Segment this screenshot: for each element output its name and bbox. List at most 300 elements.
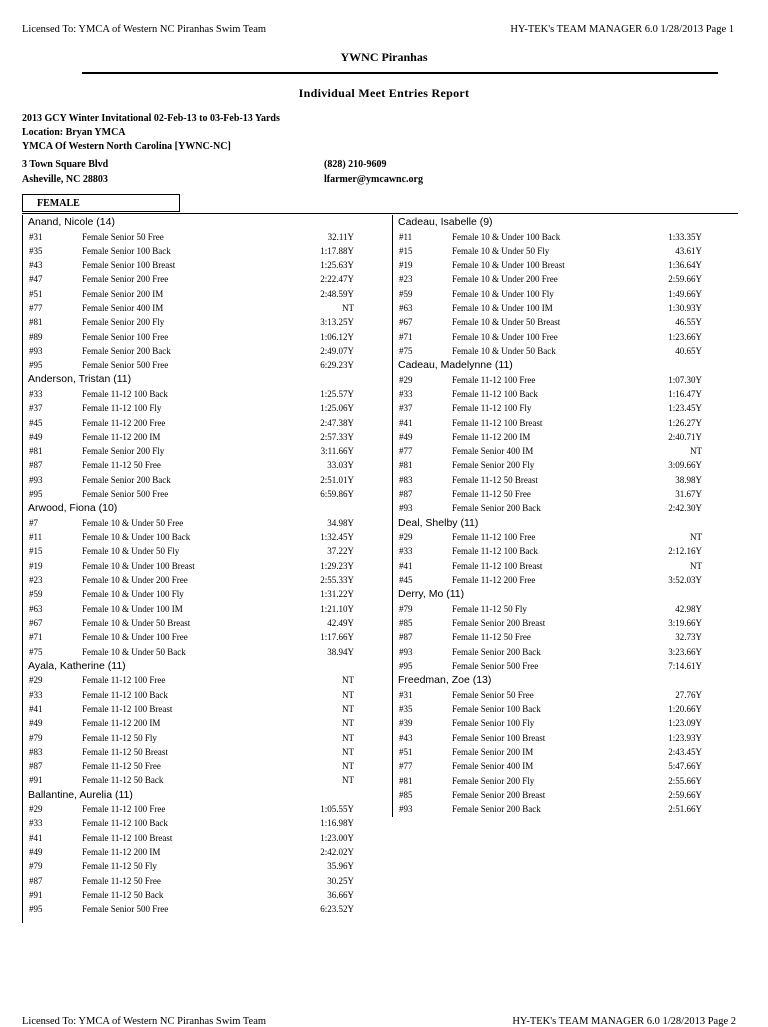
software-page-footer: HY-TEK's TEAM MANAGER 6.0 1/28/2013 Page 2 — [512, 1016, 736, 1027]
event-name: Female Senior 100 Back — [452, 704, 541, 715]
event-number: #93 — [399, 804, 413, 815]
event-name: Female 10 & Under 50 Back — [452, 345, 556, 356]
event-name: Female Senior 200 Back — [452, 646, 541, 657]
seed-time: NT — [342, 761, 354, 772]
swimmer-block — [392, 587, 738, 673]
seed-time: 2:47.38Y — [320, 417, 354, 428]
section-rule — [22, 213, 738, 214]
event-name: Female Senior 200 Free — [82, 274, 169, 285]
entry-row — [22, 831, 392, 845]
event-number: #87 — [29, 460, 43, 471]
event-number: #37 — [29, 403, 43, 414]
event-name: Female 11-12 50 Fly — [82, 861, 157, 872]
event-number: #35 — [29, 245, 43, 256]
event-name: Female 10 & Under 50 Fly — [82, 546, 180, 557]
entry-row — [392, 702, 738, 716]
seed-time: NT — [342, 689, 354, 700]
seed-time: 1:05.55Y — [320, 804, 354, 815]
address-line1: 3 Town Square Blvd — [22, 159, 109, 170]
seed-time: 33.03Y — [327, 460, 354, 471]
seed-time: 42.98Y — [675, 603, 702, 614]
meet-title: 2013 GCY Winter Invitational 02-Feb-13 to 03-Feb-13 Yards — [22, 113, 280, 124]
event-name: Female Senior 200 Fly — [82, 317, 165, 328]
swimmer-name: Arwood, Fiona (10) — [28, 502, 118, 515]
entry-row — [392, 287, 738, 301]
seed-time: 1:17.66Y — [320, 632, 354, 643]
seed-time: 1:30.93Y — [668, 302, 702, 313]
event-number: #93 — [29, 474, 43, 485]
event-name: Female 11-12 100 Fly — [82, 403, 162, 414]
entry-row — [392, 602, 738, 616]
event-name: Female 10 & Under 100 Free — [452, 331, 558, 342]
entry-row — [22, 444, 392, 458]
event-number: #41 — [29, 832, 43, 843]
event-name: Female 11-12 200 IM — [82, 431, 161, 442]
event-name: Female 11-12 50 Back — [82, 775, 164, 786]
seed-time: 1:17.88Y — [320, 245, 354, 256]
entry-row — [392, 416, 738, 430]
event-number: #75 — [399, 345, 413, 356]
software-page-header: HY-TEK's TEAM MANAGER 6.0 1/28/2013 Page 1 — [510, 24, 734, 35]
entry-row — [22, 487, 392, 501]
entry-row — [22, 272, 392, 286]
event-name: Female 10 & Under 200 Free — [452, 274, 558, 285]
seed-time: 2:49.07Y — [320, 345, 354, 356]
event-name: Female 11-12 50 Back — [82, 889, 164, 900]
event-name: Female Senior 50 Free — [452, 689, 534, 700]
seed-time: 37.22Y — [327, 546, 354, 557]
seed-time: 3:13.25Y — [320, 317, 354, 328]
seed-time: 2:42.30Y — [668, 503, 702, 514]
event-name: Female Senior 200 Breast — [452, 789, 546, 800]
event-number: #33 — [29, 388, 43, 399]
event-name: Female 11-12 50 Free — [452, 632, 531, 643]
entry-row — [392, 458, 738, 472]
entry-row — [22, 330, 392, 344]
event-number: #93 — [399, 646, 413, 657]
entry-row — [22, 573, 392, 587]
event-number: #43 — [399, 732, 413, 743]
entry-row — [22, 287, 392, 301]
event-number: #31 — [399, 689, 413, 700]
entry-row — [22, 845, 392, 859]
event-number: #41 — [29, 703, 43, 714]
event-number: #79 — [29, 861, 43, 872]
swimmer-block — [22, 215, 392, 372]
entry-row — [22, 387, 392, 401]
event-number: #59 — [399, 288, 413, 299]
event-name: Female 11-12 100 Free — [82, 675, 166, 686]
event-name: Female 11-12 200 IM — [82, 718, 161, 729]
event-name: Female Senior 200 Breast — [452, 618, 546, 629]
event-number: #63 — [29, 603, 43, 614]
seed-time: 1:23.00Y — [320, 832, 354, 843]
event-name: Female Senior 50 Free — [82, 231, 164, 242]
entry-row — [22, 401, 392, 415]
entry-row — [22, 802, 392, 816]
entry-row — [22, 859, 392, 873]
swimmer-name: Cadeau, Isabelle (9) — [398, 216, 493, 228]
entry-row — [22, 587, 392, 601]
entry-row — [392, 401, 738, 415]
event-name: Female 10 & Under 50 Breast — [82, 617, 191, 628]
seed-time: 6:29.23Y — [320, 360, 354, 371]
event-number: #11 — [29, 532, 43, 543]
event-number: #41 — [399, 560, 413, 571]
event-name: Female 11-12 100 Fly — [452, 403, 532, 414]
event-number: #77 — [29, 302, 43, 313]
event-number: #87 — [29, 875, 43, 886]
entry-row — [392, 716, 738, 730]
seed-time: 3:19.66Y — [668, 618, 702, 629]
entry-row — [392, 688, 738, 702]
event-name: Female 11-12 100 Back — [82, 388, 168, 399]
event-name: Female 11-12 100 Back — [452, 388, 538, 399]
seed-time: 1:32.45Y — [320, 532, 354, 543]
event-number: #15 — [29, 546, 43, 557]
event-number: #33 — [29, 818, 43, 829]
seed-time: 2:55.66Y — [668, 775, 702, 786]
entry-row — [22, 759, 392, 773]
event-name: Female Senior 500 Free — [82, 904, 169, 915]
event-name: Female Senior 200 Back — [452, 804, 541, 815]
event-name: Female 11-12 50 Free — [82, 875, 161, 886]
event-name: Female 10 & Under 200 Free — [82, 575, 188, 586]
event-number: #45 — [29, 417, 43, 428]
seed-time: 36.66Y — [327, 889, 354, 900]
entry-row — [22, 645, 392, 659]
event-number: #37 — [399, 403, 413, 414]
seed-time: 1:23.93Y — [668, 732, 702, 743]
license-footer: Licensed To: YMCA of Western NC Piranhas Swim Team — [22, 1016, 267, 1027]
event-number: #87 — [29, 761, 43, 772]
entry-row — [392, 373, 738, 387]
event-number: #91 — [29, 889, 43, 900]
event-name: Female 10 & Under 100 Back — [82, 532, 191, 543]
seed-time: 1:20.66Y — [668, 704, 702, 715]
event-number: #19 — [29, 560, 43, 571]
seed-time: 42.49Y — [327, 617, 354, 628]
event-name: Female 10 & Under 100 Free — [82, 632, 188, 643]
entry-row — [22, 716, 392, 730]
event-name: Female 11-12 50 Fly — [82, 732, 157, 743]
seed-time: 1:06.12Y — [320, 331, 354, 342]
event-name: Female 10 & Under 100 Fly — [82, 589, 184, 600]
entry-row — [392, 473, 738, 487]
entry-row — [22, 516, 392, 530]
entry-row — [392, 430, 738, 444]
event-name: Female 11-12 200 IM — [82, 847, 161, 858]
event-name: Female Senior 100 Fly — [452, 718, 535, 729]
seed-time: 2:57.33Y — [320, 431, 354, 442]
event-number: #81 — [29, 446, 43, 457]
event-number: #29 — [29, 804, 43, 815]
swimmer-name: Anand, Nicole (14) — [28, 216, 115, 228]
seed-time: 2:59.66Y — [668, 274, 702, 285]
event-number: #49 — [29, 718, 43, 729]
event-name: Female 10 & Under 100 Back — [452, 231, 561, 242]
meet-organization: YMCA Of Western North Carolina [YWNC-NC] — [22, 141, 231, 152]
meet-location: Location: Bryan YMCA — [22, 127, 126, 138]
seed-time: NT — [342, 302, 354, 313]
event-number: #67 — [29, 617, 43, 628]
right-entries-column — [392, 215, 738, 816]
event-number: #91 — [29, 775, 43, 786]
event-number: #63 — [399, 302, 413, 313]
event-number: #51 — [29, 288, 43, 299]
event-name: Female 11-12 200 IM — [452, 431, 531, 442]
gender-section-label: FEMALE — [22, 194, 180, 212]
seed-time: 1:31.22Y — [320, 589, 354, 600]
event-name: Female Senior 200 IM — [452, 747, 534, 757]
entry-row — [392, 344, 738, 358]
seed-time: 1:29.23Y — [320, 560, 354, 571]
entry-row — [392, 544, 738, 558]
event-number: #71 — [399, 331, 413, 342]
event-name: Female Senior 100 Breast — [452, 732, 546, 743]
swimmer-name: Freedman, Zoe (13) — [398, 674, 492, 687]
seed-time: 2:43.45Y — [668, 747, 702, 757]
license-header: Licensed To: YMCA of Western NC Piranhas Swim Team — [22, 24, 267, 35]
seed-time: NT — [690, 532, 702, 543]
entry-row — [392, 774, 738, 788]
seed-time: 7:14.61Y — [668, 661, 702, 672]
seed-time: 2:51.01Y — [320, 474, 354, 485]
entry-row — [392, 244, 738, 258]
entry-row — [22, 358, 392, 372]
seed-time: 40.65Y — [675, 345, 702, 356]
entry-row — [22, 230, 392, 244]
event-name: Female 11-12 200 Free — [82, 417, 166, 428]
event-number: #81 — [29, 317, 43, 328]
event-name: Female 11-12 50 Free — [82, 460, 161, 471]
event-number: #51 — [399, 747, 413, 757]
swimmer-block — [392, 215, 738, 358]
seed-time: 32.11Y — [327, 231, 354, 242]
seed-time: 38.94Y — [327, 646, 354, 657]
entry-row — [22, 301, 392, 315]
event-name: Female 11-12 100 Free — [452, 532, 536, 543]
event-name: Female Senior 200 Fly — [82, 446, 165, 457]
event-name: Female 11-12 50 Breast — [82, 746, 168, 757]
entry-row — [22, 902, 392, 916]
seed-time: 3:52.03Y — [668, 575, 702, 586]
event-number: #19 — [399, 260, 413, 271]
seed-time: 1:25.63Y — [320, 260, 354, 271]
event-number: #87 — [399, 632, 413, 643]
swimmer-block — [392, 516, 738, 588]
header-rule — [82, 72, 718, 74]
event-number: #59 — [29, 589, 43, 600]
entry-row — [392, 788, 738, 802]
seed-time: 3:09.66Y — [668, 460, 702, 471]
seed-time: 2:51.66Y — [668, 804, 702, 815]
entry-row — [392, 258, 738, 272]
seed-time: 1:25.57Y — [320, 388, 354, 399]
entry-row — [392, 330, 738, 344]
event-name: Female Senior 500 Free — [82, 489, 169, 500]
event-number: #89 — [29, 331, 43, 342]
event-number: #15 — [399, 245, 413, 256]
seed-time: 1:23.45Y — [668, 403, 702, 414]
seed-time: 1:23.09Y — [668, 718, 702, 729]
event-number: #33 — [399, 546, 413, 557]
entry-row — [22, 473, 392, 487]
event-number: #29 — [399, 532, 413, 543]
entry-row — [22, 816, 392, 830]
swimmer-block — [22, 788, 392, 917]
contact-email: lfarmer@ymcawnc.org — [324, 174, 423, 185]
entry-row — [22, 602, 392, 616]
seed-time: 1:23.66Y — [668, 331, 702, 342]
event-name: Female 11-12 100 Breast — [452, 417, 543, 428]
event-number: #49 — [399, 431, 413, 442]
seed-time: NT — [342, 703, 354, 714]
seed-time: 38.98Y — [675, 474, 702, 485]
entry-row — [22, 616, 392, 630]
event-name: Female 10 & Under 100 IM — [452, 302, 553, 313]
swimmer-block — [22, 501, 392, 658]
seed-time: 1:25.06Y — [320, 403, 354, 414]
event-name: Female Senior 500 Free — [82, 360, 169, 371]
seed-time: NT — [342, 718, 354, 729]
entry-row — [22, 430, 392, 444]
event-number: #77 — [399, 761, 413, 772]
event-number: #79 — [29, 732, 43, 743]
swimmer-name: Ayala, Katherine (11) — [28, 659, 126, 672]
event-number: #45 — [399, 575, 413, 586]
event-number: #33 — [399, 388, 413, 399]
event-name: Female Senior 400 IM — [452, 761, 534, 772]
seed-time: 1:36.64Y — [668, 260, 702, 271]
event-name: Female 11-12 100 Back — [82, 689, 168, 700]
entry-row — [22, 530, 392, 544]
seed-time: 1:16.47Y — [668, 388, 702, 399]
entry-row — [22, 773, 392, 787]
event-name: Female 11-12 50 Fly — [452, 603, 527, 614]
seed-time: 43.61Y — [675, 245, 702, 256]
seed-time: 2:12.16Y — [668, 546, 702, 557]
event-number: #79 — [399, 603, 413, 614]
event-name: Female 11-12 100 Breast — [82, 832, 173, 843]
seed-time: 2:48.59Y — [320, 288, 354, 299]
event-name: Female 10 & Under 50 Breast — [452, 317, 561, 328]
entry-row — [392, 444, 738, 458]
entry-row — [22, 458, 392, 472]
team-name: YWNC Piranhas — [340, 50, 428, 64]
event-number: #85 — [399, 618, 413, 629]
event-number: #7 — [29, 517, 38, 528]
entry-row — [22, 315, 392, 329]
seed-time: 31.67Y — [675, 489, 702, 500]
event-name: Female 11-12 100 Breast — [452, 560, 543, 571]
event-name: Female 10 & Under 100 Breast — [82, 560, 195, 571]
event-number: #71 — [29, 632, 43, 643]
event-name: Female 10 & Under 100 IM — [82, 603, 183, 614]
swimmer-block — [22, 372, 392, 501]
event-number: #75 — [29, 646, 43, 657]
event-number: #95 — [29, 489, 43, 500]
event-name: Female Senior 200 Fly — [452, 460, 535, 471]
entry-row — [392, 530, 738, 544]
event-number: #29 — [399, 374, 413, 385]
seed-time: 3:11.66Y — [320, 446, 354, 457]
report-title: Individual Meet Entries Report — [298, 86, 470, 100]
seed-time: NT — [690, 446, 702, 457]
event-number: #41 — [399, 417, 413, 428]
entry-row — [392, 501, 738, 515]
seed-time: 1:07.30Y — [668, 374, 702, 385]
entry-row — [22, 731, 392, 745]
seed-time: 35.96Y — [327, 861, 354, 872]
entry-row — [392, 645, 738, 659]
entry-row — [392, 301, 738, 315]
entry-row — [22, 745, 392, 759]
event-name: Female Senior 200 Back — [82, 474, 171, 485]
entry-row — [22, 874, 392, 888]
entry-row — [392, 745, 738, 759]
address-line2: Asheville, NC 28803 — [22, 174, 108, 185]
event-number: #95 — [399, 661, 413, 672]
seed-time: 34.98Y — [327, 517, 354, 528]
entry-row — [392, 487, 738, 501]
event-name: Female 11-12 100 Back — [82, 818, 168, 829]
event-name: Female Senior 400 IM — [82, 302, 164, 313]
seed-time: NT — [342, 732, 354, 743]
entry-row — [22, 258, 392, 272]
seed-time: 2:42.02Y — [320, 847, 354, 858]
seed-time: 27.76Y — [675, 689, 702, 700]
entry-row — [22, 673, 392, 687]
event-number: #29 — [29, 675, 43, 686]
event-number: #81 — [399, 460, 413, 471]
event-name: Female Senior 100 Breast — [82, 260, 176, 271]
left-entries-column — [22, 215, 392, 917]
event-number: #31 — [29, 231, 43, 242]
event-number: #23 — [399, 274, 413, 285]
seed-time: 6:23.52Y — [320, 904, 354, 915]
event-number: #83 — [399, 474, 413, 485]
seed-time: NT — [342, 775, 354, 786]
entry-row — [392, 315, 738, 329]
seed-time: 1:49.66Y — [668, 288, 702, 299]
seed-time: 2:22.47Y — [320, 274, 354, 285]
entry-row — [392, 731, 738, 745]
event-number: #67 — [399, 317, 413, 328]
seed-time: 5:47.66Y — [668, 761, 702, 772]
event-name: Female 10 & Under 50 Fly — [452, 245, 550, 256]
seed-time: 2:55.33Y — [320, 575, 354, 586]
event-name: Female 11-12 100 Breast — [82, 703, 173, 714]
event-name: Female Senior 200 Back — [452, 503, 541, 514]
entry-row — [392, 272, 738, 286]
entry-row — [22, 244, 392, 258]
event-number: #47 — [29, 274, 43, 285]
entry-row — [22, 630, 392, 644]
swimmer-name: Derry, Mo (11) — [398, 588, 465, 601]
event-name: Female Senior 200 IM — [82, 288, 164, 299]
swimmer-block — [392, 358, 738, 515]
contact-phone: (828) 210-9609 — [324, 159, 387, 170]
event-number: #49 — [29, 847, 43, 858]
event-number: #85 — [399, 789, 413, 800]
entry-row — [392, 559, 738, 573]
entry-row — [22, 702, 392, 716]
event-name: Female Senior 200 Back — [82, 345, 171, 356]
entry-row — [22, 544, 392, 558]
swimmer-name: Ballantine, Aurelia (11) — [28, 788, 133, 801]
swimmer-block — [392, 673, 738, 816]
